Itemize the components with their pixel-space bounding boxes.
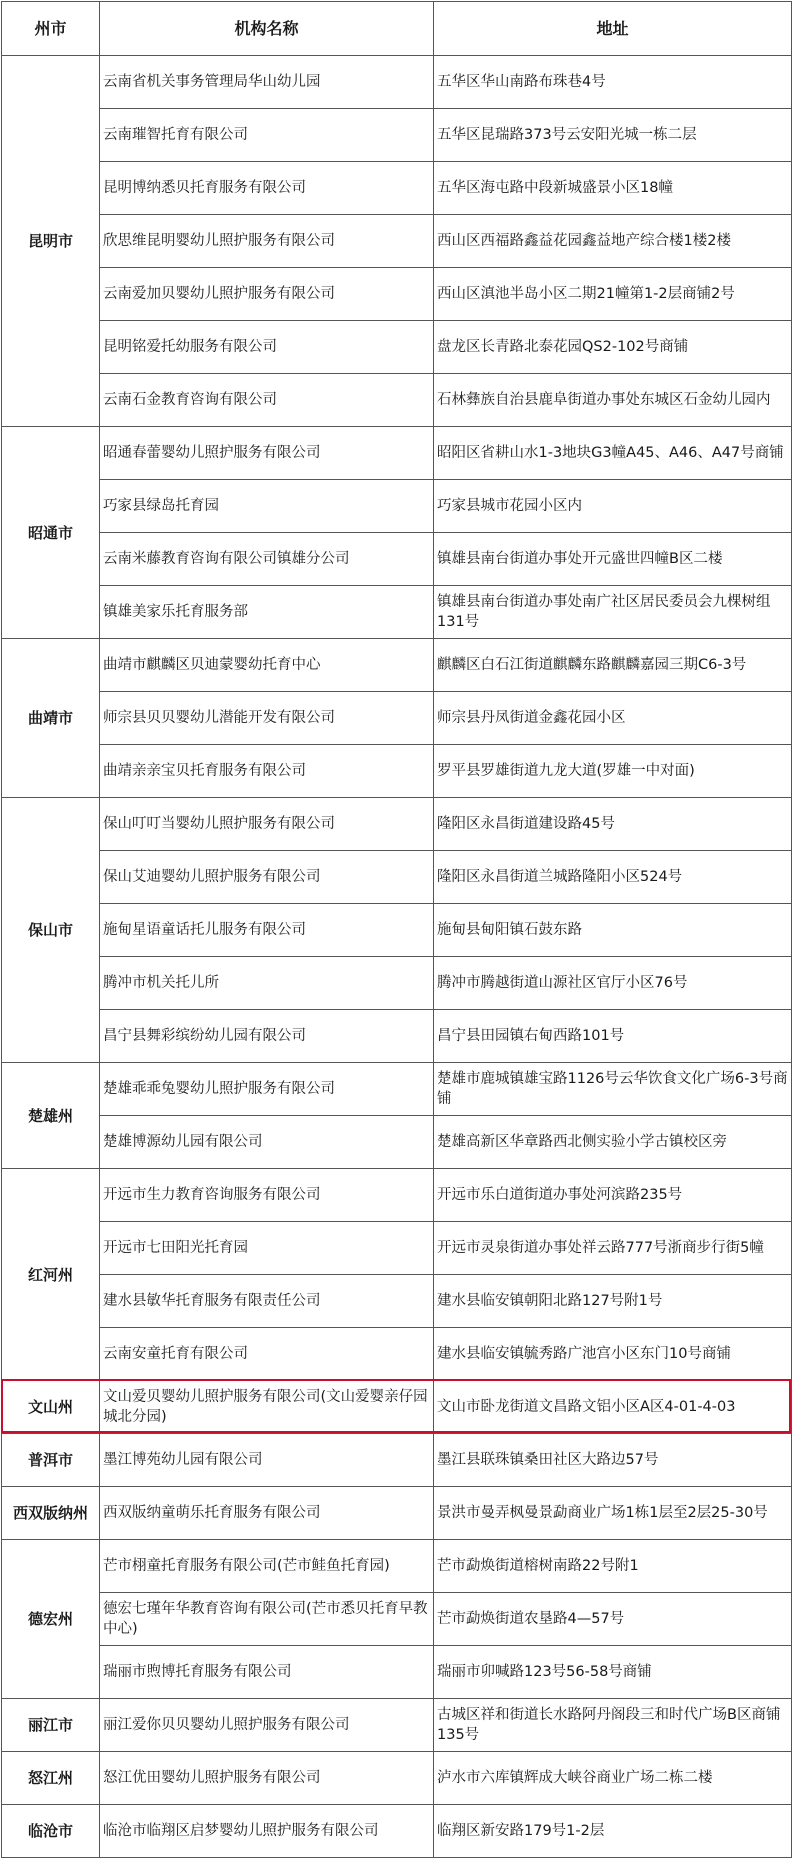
address-cell: 镇雄县南台街道办事处开元盛世四幢B区二楼	[434, 533, 792, 586]
table-row	[2, 1328, 792, 1381]
table-row	[2, 745, 792, 798]
table-row	[2, 533, 792, 586]
table-row	[2, 1593, 792, 1646]
address-cell: 芒市勐焕街道农垦路4—57号	[434, 1593, 792, 1646]
city-cell: 文山州	[2, 1381, 100, 1434]
institution-name-cell: 墨江博苑幼儿园有限公司	[100, 1434, 434, 1487]
address-cell: 五华区华山南路布珠巷4号	[434, 56, 792, 109]
table-row	[2, 798, 792, 851]
table-row	[2, 1434, 792, 1487]
address-cell: 师宗县丹凤街道金鑫花园小区	[434, 692, 792, 745]
table-row	[2, 56, 792, 109]
institution-name-cell: 欣思维昆明婴幼儿照护服务有限公司	[100, 215, 434, 268]
table-row	[2, 1116, 792, 1169]
institution-name-cell: 芒市栩童托育服务有限公司(芒市鲑鱼托育园)	[100, 1540, 434, 1593]
address-cell: 麒麟区白石江街道麒麟东路麒麟嘉园三期C6-3号	[434, 639, 792, 692]
table-row	[2, 427, 792, 480]
institution-name-cell: 昆明铭爱托幼服务有限公司	[100, 321, 434, 374]
institution-name-cell: 临沧市临翔区启梦婴幼儿照护服务有限公司	[100, 1805, 434, 1858]
city-cell: 怒江州	[2, 1752, 100, 1805]
address-cell: 施甸县甸阳镇石鼓东路	[434, 904, 792, 957]
institution-name-cell: 云南璀智托育有限公司	[100, 109, 434, 162]
institution-name-cell: 德宏七瑾年华教育咨询有限公司(芒市悉贝托育早教中心)	[100, 1593, 434, 1646]
address-cell: 五华区昆瑞路373号云安阳光城一栋二层	[434, 109, 792, 162]
address-cell: 隆阳区永昌街道兰城路隆阳小区524号	[434, 851, 792, 904]
institution-name-cell: 巧家县绿岛托育园	[100, 480, 434, 533]
institution-name-cell: 建水县敏华托育服务有限责任公司	[100, 1275, 434, 1328]
institution-name-cell: 昆明博纳悉贝托育服务有限公司	[100, 162, 434, 215]
institution-name-cell: 开远市七田阳光托育园	[100, 1222, 434, 1275]
institution-name-cell: 瑞丽市煦博托育服务有限公司	[100, 1646, 434, 1699]
institution-name-cell: 怒江优田婴幼儿照护服务有限公司	[100, 1752, 434, 1805]
address-cell: 西山区滇池半岛小区二期21幢第1-2层商铺2号	[434, 268, 792, 321]
address-cell: 建水县临安镇毓秀路广池宫小区东门10号商铺	[434, 1328, 792, 1381]
institution-name-cell: 曲靖亲亲宝贝托育服务有限公司	[100, 745, 434, 798]
table-row	[2, 1381, 792, 1434]
address-cell: 昌宁县田园镇右甸西路101号	[434, 1010, 792, 1063]
institution-name-cell: 楚雄乖乖兔婴幼儿照护服务有限公司	[100, 1063, 434, 1116]
city-cell: 楚雄州	[2, 1063, 100, 1169]
institution-name-cell: 昌宁县舞彩缤纷幼儿园有限公司	[100, 1010, 434, 1063]
city-cell: 保山市	[2, 798, 100, 1063]
address-cell: 开远市乐白道街道办事处河滨路235号	[434, 1169, 792, 1222]
city-cell: 普洱市	[2, 1434, 100, 1487]
institution-name-cell: 保山艾迪婴幼儿照护服务有限公司	[100, 851, 434, 904]
address-cell: 瑞丽市卯喊路123号56-58号商铺	[434, 1646, 792, 1699]
city-cell: 昆明市	[2, 56, 100, 427]
table-row	[2, 1010, 792, 1063]
address-cell: 景洪市曼弄枫曼景勐商业广场1栋1层至2层25-30号	[434, 1487, 792, 1540]
city-cell: 昭通市	[2, 427, 100, 639]
table-row	[2, 586, 792, 639]
address-cell: 镇雄县南台街道办事处南广社区居民委员会九棵树组131号	[434, 586, 792, 639]
address-cell: 墨江县联珠镇桑田社区大路边57号	[434, 1434, 792, 1487]
address-cell: 建水县临安镇朝阳北路127号附1号	[434, 1275, 792, 1328]
table-row	[2, 109, 792, 162]
table-row	[2, 1805, 792, 1858]
table-row	[2, 904, 792, 957]
table-row	[2, 1169, 792, 1222]
address-cell: 罗平县罗雄街道九龙大道(罗雄一中对面)	[434, 745, 792, 798]
table-row	[2, 1275, 792, 1328]
institution-name-cell: 云南省机关事务管理局华山幼儿园	[100, 56, 434, 109]
institution-name-cell: 丽江爱你贝贝婴幼儿照护服务有限公司	[100, 1699, 434, 1752]
institution-name-cell: 云南石金教育咨询有限公司	[100, 374, 434, 427]
table-row	[2, 1063, 792, 1116]
header-city: 州市	[2, 2, 100, 56]
institution-name-cell: 腾冲市机关托儿所	[100, 957, 434, 1010]
table-row	[2, 1222, 792, 1275]
institution-name-cell: 保山叮叮当婴幼儿照护服务有限公司	[100, 798, 434, 851]
table-row	[2, 851, 792, 904]
address-cell: 文山市卧龙街道文昌路文铝小区A区4-01-4-03	[434, 1381, 792, 1434]
address-cell: 石林彝族自治县鹿阜街道办事处东城区石金幼儿园内	[434, 374, 792, 427]
address-cell: 盘龙区长青路北泰花园QS2-102号商铺	[434, 321, 792, 374]
institution-name-cell: 西双版纳童萌乐托育服务有限公司	[100, 1487, 434, 1540]
table-row	[2, 321, 792, 374]
institution-name-cell: 云南爱加贝婴幼儿照护服务有限公司	[100, 268, 434, 321]
institution-name-cell: 云南安童托育有限公司	[100, 1328, 434, 1381]
header-institution-name: 机构名称	[100, 2, 434, 56]
table-row	[2, 957, 792, 1010]
address-cell: 楚雄市鹿城镇雄宝路1126号云华饮食文化广场6-3号商铺	[434, 1063, 792, 1116]
city-cell: 临沧市	[2, 1805, 100, 1858]
address-cell: 开远市灵泉街道办事处祥云路777号浙商步行街5幢	[434, 1222, 792, 1275]
institution-table	[1, 1, 792, 1858]
city-cell: 德宏州	[2, 1540, 100, 1699]
document-sheet	[0, 1, 792, 1857]
table-row	[2, 1646, 792, 1699]
city-cell: 西双版纳州	[2, 1487, 100, 1540]
address-cell: 隆阳区永昌街道建设路45号	[434, 798, 792, 851]
table-body	[2, 56, 792, 1858]
table-header-row	[2, 2, 792, 56]
institution-name-cell: 曲靖市麒麟区贝迪蒙婴幼托育中心	[100, 639, 434, 692]
city-cell: 丽江市	[2, 1699, 100, 1752]
institution-name-cell: 施甸星语童话托儿服务有限公司	[100, 904, 434, 957]
table-row	[2, 480, 792, 533]
table-row	[2, 1752, 792, 1805]
address-cell: 楚雄高新区华章路西北侧实验小学古镇校区旁	[434, 1116, 792, 1169]
table-row	[2, 1540, 792, 1593]
institution-name-cell: 楚雄博源幼儿园有限公司	[100, 1116, 434, 1169]
address-cell: 泸水市六库镇辉成大峡谷商业广场二栋二楼	[434, 1752, 792, 1805]
address-cell: 昭阳区省耕山水1-3地块G3幢A45、A46、A47号商铺	[434, 427, 792, 480]
institution-name-cell: 云南米藤教育咨询有限公司镇雄分公司	[100, 533, 434, 586]
address-cell: 古城区祥和街道长水路阿丹阁段三和时代广场B区商铺135号	[434, 1699, 792, 1752]
table-row	[2, 374, 792, 427]
table-row	[2, 692, 792, 745]
table-row	[2, 268, 792, 321]
header-address: 地址	[434, 2, 792, 56]
institution-name-cell: 开远市生力教育咨询服务有限公司	[100, 1169, 434, 1222]
address-cell: 五华区海屯路中段新城盛景小区18幢	[434, 162, 792, 215]
institution-name-cell: 昭通春蕾婴幼儿照护服务有限公司	[100, 427, 434, 480]
address-cell: 芒市勐焕街道榕树南路22号附1	[434, 1540, 792, 1593]
city-cell: 曲靖市	[2, 639, 100, 798]
institution-name-cell: 文山爱贝婴幼儿照护服务有限公司(文山爱婴亲仔园城北分园)	[100, 1381, 434, 1434]
address-cell: 巧家县城市花园小区内	[434, 480, 792, 533]
address-cell: 临翔区新安路179号1-2层	[434, 1805, 792, 1858]
table-row	[2, 215, 792, 268]
institution-name-cell: 师宗县贝贝婴幼儿潜能开发有限公司	[100, 692, 434, 745]
table-row	[2, 1487, 792, 1540]
city-cell: 红河州	[2, 1169, 100, 1381]
table-row	[2, 639, 792, 692]
address-cell: 西山区西福路鑫益花园鑫益地产综合楼1楼2楼	[434, 215, 792, 268]
table-row	[2, 1699, 792, 1752]
institution-name-cell: 镇雄美家乐托育服务部	[100, 586, 434, 639]
address-cell: 腾冲市腾越街道山源社区官厅小区76号	[434, 957, 792, 1010]
table-row	[2, 162, 792, 215]
